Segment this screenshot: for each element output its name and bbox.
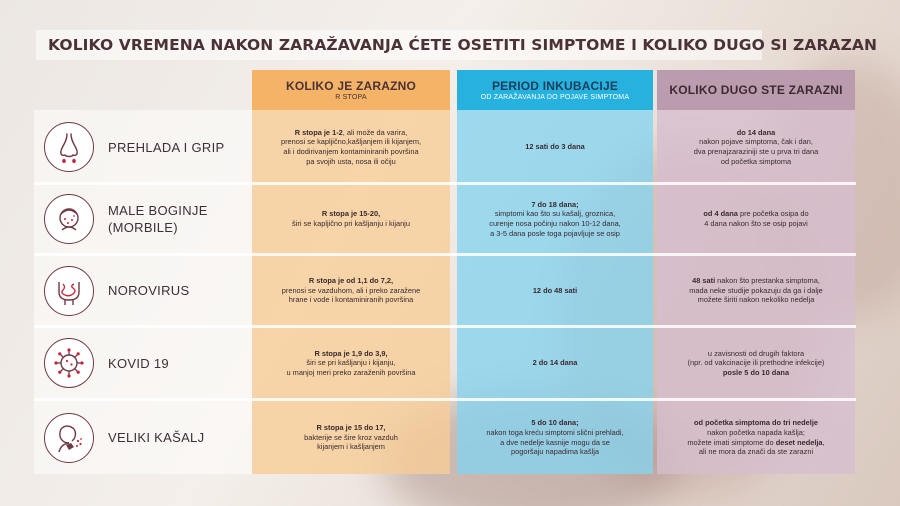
incubation-bold: 5 do 10 dana; (531, 418, 579, 428)
incubation-text: a 3-5 dana posle toga pojavljuje se osip (490, 228, 620, 238)
incubation-cell (457, 185, 653, 253)
column-title: PERIOD INKUBACIJE (491, 79, 619, 93)
r-rate-text: širi se kapljično pri kašljanju i kijanju (292, 219, 410, 228)
contagious-cell (657, 328, 855, 398)
contagious-bold: do 14 dana (736, 127, 776, 137)
column-header-incubation (457, 70, 653, 110)
row-label-measles (34, 185, 252, 253)
r-rate-text: širi se pri kašljanju i kijanju, (306, 358, 396, 368)
disease-name: NOROVIRUS (108, 283, 190, 298)
contagious-text: ali ne mora da znači da ste zarazni (698, 447, 814, 457)
contagious-bold: od početka simptoma do tri nedelje (693, 418, 819, 428)
r-rate-cell (252, 112, 450, 182)
incubation-cell (457, 401, 653, 474)
contagious-bold: od 4 dana (703, 209, 738, 219)
contagious-text: , (822, 437, 825, 447)
column-title: KOLIKO DUGO STE ZARAZNI (669, 83, 843, 97)
r-rate-text: prenosi se vazduhom, ali i preko zaražene (281, 285, 421, 295)
incubation-text: nakon toga kreću simptomi slični prehladi, (486, 427, 624, 437)
r-rate-cell (252, 328, 450, 398)
column-title: KOLIKO JE ZARAZNO (285, 79, 417, 93)
r-rate-text: pa svojih usta, nosa ili očiju (306, 156, 396, 166)
row-label-cold-flu (34, 112, 252, 182)
row-label-covid (34, 328, 252, 398)
contagious-text: mada neke studije pokazuju da ga i dalje (689, 285, 823, 295)
intestine-icon (44, 266, 94, 316)
r-rate-bold: R stopa je 1-2 (294, 127, 343, 137)
coughing-person-icon (44, 413, 94, 463)
r-rate-text: u manjoj meri preko zaraženih površina (286, 367, 416, 377)
contagious-bold: 48 sati (692, 276, 716, 286)
disease-name: KOVID 19 (108, 355, 169, 371)
incubation-text: 12 do 48 sati (532, 285, 578, 295)
contagious-text: možete širiti nakon nekoliko nedelja (697, 295, 815, 305)
disease-name (108, 202, 208, 236)
r-rate-text: kijanjem i kašljanjem (317, 442, 385, 452)
contagious-bold: deset nedelja (775, 437, 823, 447)
incubation-text: pogoršaju napadima kašlja (511, 447, 599, 457)
contagious-text: nakon pojave simptoma, čak i dan, (699, 137, 813, 147)
nose-icon (44, 122, 94, 172)
contagious-text: nakon što prestanka simptoma, (715, 276, 820, 286)
r-rate-text: prenosi se kapljično,kašljanjem ili kijanjem, (280, 137, 422, 147)
incubation-text: 2 do 14 dana (532, 358, 578, 368)
incubation-bold: 7 do 18 dana; (531, 199, 579, 209)
column-header-r-rate (252, 70, 450, 110)
column-subtitle: OD ZARAŽAVANJA DO POJAVE SIMPTOMA (480, 94, 630, 101)
disease-name: PREHLADA I GRIP (108, 139, 225, 155)
contagious-text: možete imati simptome do (687, 437, 776, 447)
incubation-text: curenje nosa počinju nakon 10-12 dana, (489, 219, 621, 228)
r-rate-cell (252, 256, 450, 325)
contagious-text: (npr. od vakcinacije ili prethodne infekcije) (687, 358, 825, 368)
incubation-cell (457, 328, 653, 398)
contagious-text: pre početka osipa do (737, 209, 809, 219)
r-rate-bold: R stopa je 15 do 17, (316, 423, 386, 433)
r-rate-text: ali i dodirivanjem kontaminiranih površina (283, 147, 419, 156)
title-bar (36, 30, 878, 60)
incubation-text: 12 sati do 3 dana (525, 142, 585, 152)
column-header-contagious (657, 70, 855, 110)
r-rate-text: hrane i vode i kontaminiranih površina (288, 295, 414, 305)
contagious-cell (657, 401, 855, 474)
r-rate-text: , ali može da varira, (342, 127, 408, 137)
contagious-text: 4 dana nakon što se osip pojavi (704, 219, 808, 228)
contagious-text: dva prenajzaraziniji ste u prva tri dana (693, 147, 819, 156)
disease-name-line: (MORBILE) (108, 220, 178, 235)
contagious-text: u zavisnosti od drugih faktora (707, 348, 805, 358)
row-label-norovirus (34, 256, 252, 325)
contagious-cell (657, 112, 855, 182)
incubation-cell (457, 256, 653, 325)
incubation-text: simptomi kao što su kašalj, groznica, (494, 209, 616, 219)
r-rate-cell (252, 401, 450, 474)
page-title: KOLIKO VREMENA NAKON ZARAŽAVANJA ĆETE OSETITI SIMPTOME I KOLIKO DUGO SI ZARAZAN (48, 36, 878, 54)
r-rate-cell (252, 185, 450, 253)
incubation-cell (457, 112, 653, 182)
r-rate-text: bakterije se šire kroz vazduh (304, 432, 398, 442)
face-rash-icon (44, 194, 94, 244)
contagious-bold: posle 5 do 10 dana (722, 367, 790, 377)
contagious-text: od početka simptoma (720, 156, 792, 166)
column-subtitle: R STOPA (335, 94, 367, 101)
disease-name: VELIKI KAŠALJ (108, 430, 205, 445)
incubation-text: a dve nedelje kasnije mogu da se (500, 437, 610, 447)
r-rate-bold: R stopa je od 1,1 do 7,2, (308, 276, 394, 286)
row-label-whooping-cough (34, 401, 252, 474)
contagious-cell (657, 256, 855, 325)
disease-name-line: MALE BOGINJE (108, 203, 208, 218)
r-rate-bold: R stopa je 1,9 do 3,9, (314, 348, 388, 358)
r-rate-bold: R stopa je 15-20, (321, 209, 381, 219)
contagious-cell (657, 185, 855, 253)
virus-icon (44, 338, 94, 388)
contagious-text: nakon početka napada kašlja; (707, 427, 805, 437)
